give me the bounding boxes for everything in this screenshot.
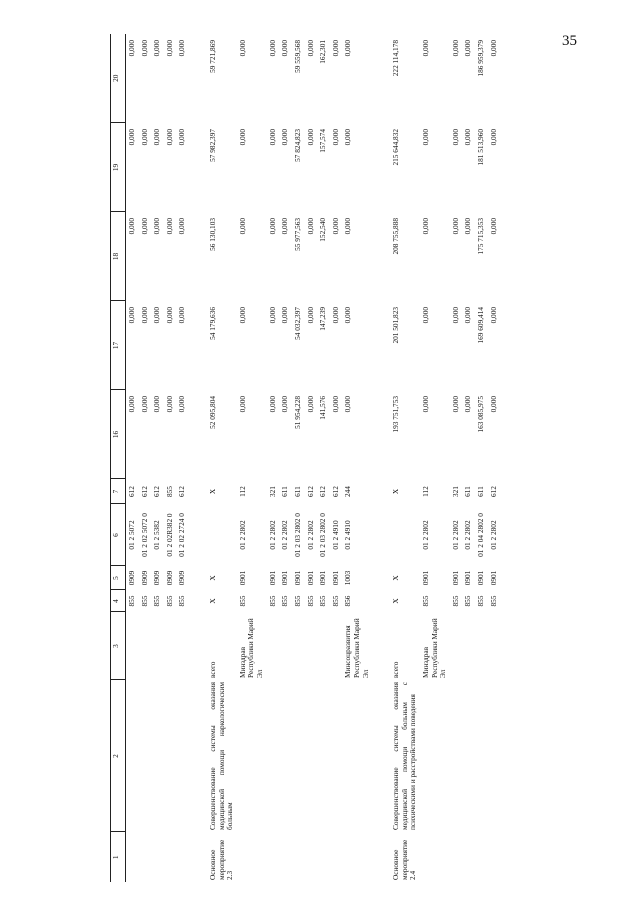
cell-col-5: Х	[208, 575, 218, 581]
cell-col-2	[450, 680, 463, 832]
cell-col-1	[139, 832, 152, 882]
cell-col-5: 0901	[318, 570, 328, 586]
cell-col-7: Х	[208, 488, 218, 495]
cell-col-4: 855	[476, 595, 486, 607]
cell-col-6: 01 2 04 2802 0	[476, 513, 486, 557]
cell-col-18: 0,000	[267, 218, 277, 235]
cell-col-16: 0,000	[139, 396, 149, 413]
cell-col-1	[151, 832, 164, 882]
table-row	[475, 34, 488, 882]
cell-col-2	[279, 680, 292, 832]
cell-col-4: 855	[280, 595, 290, 607]
cell-col-18: 0,000	[488, 218, 498, 235]
column-header-4: 4	[111, 590, 126, 612]
cell-col-7: 612	[330, 486, 340, 497]
cell-col-18: 0,000	[421, 218, 431, 235]
cell-col-6: 01 2 2802	[267, 520, 277, 550]
cell-col-18: 0,000	[280, 218, 290, 235]
cell-col-18: 152,540	[318, 218, 328, 242]
cell-col-19: 0,000	[127, 129, 136, 146]
cell-col-6: 01 2 5382	[152, 520, 162, 550]
column-header-20: 20	[111, 34, 126, 123]
cell-col-18: 0,000	[343, 218, 353, 235]
cell-col-18: 0,000	[177, 218, 187, 235]
cell-col-5: 0901	[267, 570, 277, 586]
cell-col-3: Минздрав Республики Марий Эл	[421, 618, 448, 678]
cell-col-20: 0,000	[463, 40, 473, 57]
cell-col-1	[450, 832, 463, 882]
cell-col-2	[267, 680, 280, 832]
cell-col-18: 0,000	[127, 218, 136, 235]
cell-col-7: 321	[450, 486, 460, 497]
cell-col-19: 0,000	[330, 129, 340, 146]
cell-col-2	[475, 680, 488, 832]
table-row	[189, 34, 237, 882]
cell-col-18: 55 977,563	[292, 218, 302, 251]
cell-col-18: 0,000	[164, 218, 174, 235]
cell-col-2	[462, 680, 475, 832]
cell-col-2: Совершенствование системы оказания медицинской помощи наркологическим больным	[208, 682, 235, 830]
cell-col-4: 855	[305, 595, 315, 607]
table-row	[176, 34, 189, 882]
cell-col-4: 856	[343, 595, 353, 607]
cell-col-7: 112	[237, 486, 247, 497]
cell-col-20: 186 959,379	[476, 40, 486, 77]
cell-col-5: 0901	[421, 570, 431, 586]
cell-col-6: 01 2 03 2802 0	[292, 513, 302, 557]
cell-col-6: 01 2 03 2802 0	[318, 513, 328, 557]
cell-col-20: 0,000	[305, 40, 315, 57]
cell-col-18: 0,000	[305, 218, 315, 235]
cell-col-1	[176, 832, 189, 882]
cell-col-6: 01 2 2802	[421, 520, 431, 550]
cell-col-6: 01 2 2802	[305, 520, 315, 550]
column-header-17: 17	[111, 301, 126, 390]
cell-col-3	[139, 612, 152, 680]
cell-col-19: 0,000	[343, 129, 353, 146]
cell-col-16: 0,000	[237, 396, 247, 413]
cell-col-19: 0,000	[139, 129, 149, 146]
cell-col-17: 54 179,636	[208, 307, 218, 340]
table-row	[342, 34, 372, 882]
table-row	[330, 34, 343, 882]
table-row	[139, 34, 152, 882]
cell-col-2	[330, 680, 343, 832]
cell-col-17: 0,000	[450, 307, 460, 324]
cell-col-17: 0,000	[164, 307, 174, 324]
cell-col-17: 0,000	[177, 307, 187, 324]
cell-col-3: Минсоцразвития Республики Марий Эл	[343, 618, 370, 678]
cell-col-19: 0,000	[164, 129, 174, 146]
column-header-1: 1	[111, 832, 126, 882]
cell-col-4: 855	[421, 595, 431, 607]
cell-col-3	[462, 612, 475, 680]
cell-col-16: 0,000	[450, 396, 460, 413]
table-row	[317, 34, 330, 882]
cell-col-5: 0901	[305, 570, 315, 586]
cell-col-3	[317, 612, 330, 680]
cell-col-6: 01 2 4910	[330, 520, 340, 550]
cell-col-16: 52 095,804	[208, 396, 218, 429]
cell-col-20: 0,000	[237, 40, 247, 57]
column-header-2: 2	[111, 680, 126, 832]
table-row	[151, 34, 164, 882]
cell-col-17: 169 609,414	[476, 307, 486, 344]
table-row	[450, 34, 463, 882]
cell-col-2	[342, 680, 372, 832]
table-row	[462, 34, 475, 882]
cell-col-16: 0,000	[177, 396, 187, 413]
cell-col-16: 163 085,975	[476, 396, 486, 433]
table-body	[126, 34, 501, 882]
cell-col-3	[151, 612, 164, 680]
cell-col-19: 57 824,823	[292, 129, 302, 162]
cell-col-7: 855	[164, 486, 174, 497]
cell-col-17: 201 501,823	[391, 307, 401, 344]
table-row	[292, 34, 305, 882]
cell-col-20: 59 559,568	[292, 40, 302, 73]
cell-col-18: 175 715,353	[476, 218, 486, 255]
cell-col-20: 0,000	[330, 40, 340, 57]
cell-col-16: 0,000	[280, 396, 290, 413]
cell-col-6: 01 2 2802	[237, 520, 247, 550]
budget-table	[110, 34, 500, 882]
cell-col-19: 0,000	[177, 129, 187, 146]
cell-col-19: 0,000	[237, 129, 247, 146]
cell-col-1	[317, 832, 330, 882]
cell-col-5: 0901	[330, 570, 340, 586]
column-header-5: 5	[111, 566, 126, 590]
cell-col-17: 0,000	[152, 307, 162, 324]
cell-col-16: 0,000	[267, 396, 277, 413]
cell-col-17: 0,000	[280, 307, 290, 324]
cell-col-18: 0,000	[463, 218, 473, 235]
cell-col-5: 0901	[292, 570, 302, 586]
cell-col-20: 0,000	[450, 40, 460, 57]
cell-col-5: 0909	[177, 570, 187, 586]
table-row	[126, 34, 139, 882]
cell-col-3	[164, 612, 177, 680]
cell-col-1	[126, 832, 139, 882]
cell-col-2: Совершенствование системы оказания медицинской помощи больным с психическими и расстройствами поведения	[391, 682, 418, 830]
column-header-18: 18	[111, 212, 126, 301]
cell-col-3	[126, 612, 139, 680]
cell-col-4: Х	[391, 598, 401, 604]
cell-col-20: 0,000	[152, 40, 162, 57]
cell-col-7: 612	[152, 486, 162, 497]
cell-col-5: 0901	[476, 570, 486, 586]
cell-col-1: Основное мероприятие 2.3	[208, 839, 235, 880]
cell-col-7: 611	[292, 486, 302, 497]
cell-col-16: 0,000	[305, 396, 315, 413]
cell-col-19: 0,000	[305, 129, 315, 146]
cell-col-20: 59 721,869	[208, 40, 218, 73]
cell-col-7: 321	[267, 486, 277, 497]
cell-col-4: 855	[267, 595, 277, 607]
cell-col-1	[279, 832, 292, 882]
cell-col-6	[189, 504, 237, 566]
cell-col-7: 612	[139, 486, 149, 497]
cell-col-20: 0,000	[280, 40, 290, 57]
cell-col-7: 112	[421, 486, 431, 497]
cell-col-16: 0,000	[164, 396, 174, 413]
cell-col-1	[475, 832, 488, 882]
cell-col-16: 0,000	[488, 396, 498, 413]
cell-col-7: Х	[391, 488, 401, 495]
cell-col-17: 147,239	[318, 307, 328, 331]
cell-col-3	[475, 612, 488, 680]
rotated-table-container	[110, 34, 636, 882]
cell-col-4: 855	[463, 595, 473, 607]
column-header-3: 3	[111, 612, 126, 680]
cell-col-17: 0,000	[343, 307, 353, 324]
cell-col-3: всего	[208, 661, 218, 678]
cell-col-5: 0909	[127, 570, 136, 586]
cell-col-17: 0,000	[127, 307, 136, 324]
cell-col-20: 162,301	[318, 40, 328, 64]
cell-col-2	[151, 680, 164, 832]
cell-col-3: Минздрав Республики Марий Эл	[237, 618, 265, 678]
cell-col-7: 611	[280, 486, 290, 497]
cell-col-4: 855	[318, 595, 328, 607]
column-header-6: 6	[111, 504, 126, 566]
cell-col-5: 0901	[463, 570, 473, 586]
cell-col-19: 0,000	[280, 129, 290, 146]
cell-col-7: 612	[488, 486, 498, 497]
cell-col-5: 0901	[237, 570, 247, 586]
column-header-19: 19	[111, 123, 126, 212]
cell-col-4: 855	[152, 595, 162, 607]
cell-col-18: 0,000	[152, 218, 162, 235]
cell-col-16: 141,576	[318, 396, 328, 420]
cell-col-17: 0,000	[330, 307, 340, 324]
cell-col-4: 855	[127, 595, 136, 607]
cell-col-20: 0,000	[164, 40, 174, 57]
cell-col-6: 01 2 02 2724 0	[177, 513, 187, 557]
cell-col-5: Х	[391, 575, 401, 581]
cell-col-20: 0,000	[267, 40, 277, 57]
cell-col-20: 0,000	[139, 40, 149, 57]
cell-col-16: 193 751,753	[391, 396, 401, 433]
cell-col-4: 855	[164, 595, 174, 607]
cell-col-5: 0909	[139, 570, 149, 586]
cell-col-1	[237, 832, 267, 882]
cell-col-17: 54 032,397	[292, 307, 302, 340]
cell-col-16: 0,000	[343, 396, 353, 413]
cell-col-3	[267, 612, 280, 680]
cell-col-18: 0,000	[237, 218, 247, 235]
cell-col-19: 0,000	[463, 129, 473, 146]
cell-col-4: 855	[488, 595, 498, 607]
cell-col-16: 51 954,228	[292, 396, 302, 429]
cell-col-20: 0,000	[421, 40, 431, 57]
cell-col-1	[488, 832, 501, 882]
column-header-16: 16	[111, 390, 126, 479]
cell-col-19: 181 513,960	[476, 129, 486, 166]
column-header-7: 7	[111, 479, 126, 504]
table-row	[372, 34, 420, 882]
cell-col-3	[176, 612, 189, 680]
cell-col-20: 0,000	[343, 40, 353, 57]
cell-col-5: 0901	[488, 570, 498, 586]
cell-col-6: 01 2 02 5072 0	[139, 513, 149, 557]
cell-col-5: 1003	[343, 570, 353, 586]
cell-col-4: 855	[139, 595, 149, 607]
cell-col-1	[330, 832, 343, 882]
cell-col-7: 612	[127, 486, 136, 497]
cell-col-20: 0,000	[488, 40, 498, 57]
cell-col-3	[292, 612, 305, 680]
cell-col-6: 01 2 5072	[127, 520, 136, 550]
cell-col-20: 0,000	[177, 40, 187, 57]
cell-col-19: 215 644,832	[391, 129, 401, 166]
cell-col-6: 01 2 4910	[343, 520, 353, 550]
cell-col-3	[330, 612, 343, 680]
cell-col-17: 0,000	[463, 307, 473, 324]
cell-col-16: 0,000	[463, 396, 473, 413]
cell-col-18: 0,000	[450, 218, 460, 235]
cell-col-16: 0,000	[421, 396, 431, 413]
cell-col-7: 244	[343, 486, 353, 497]
cell-col-7: 611	[463, 486, 473, 497]
cell-col-2	[488, 680, 501, 832]
cell-col-2	[420, 680, 450, 832]
cell-col-1	[164, 832, 177, 882]
table-row	[267, 34, 280, 882]
cell-col-3: всего	[391, 661, 401, 678]
cell-col-2	[305, 680, 318, 832]
cell-col-1	[342, 832, 372, 882]
cell-col-2	[237, 680, 267, 832]
cell-col-17: 0,000	[237, 307, 247, 324]
cell-col-4: 855	[237, 595, 247, 607]
cell-col-3	[305, 612, 318, 680]
cell-col-19: 0,000	[421, 129, 431, 146]
cell-col-2	[139, 680, 152, 832]
cell-col-18: 0,000	[139, 218, 149, 235]
table-header	[111, 34, 126, 882]
table-row	[488, 34, 501, 882]
cell-col-16: 0,000	[152, 396, 162, 413]
cell-col-1: Основное мероприятие 2.4	[391, 839, 418, 880]
cell-col-2	[317, 680, 330, 832]
cell-col-3	[488, 612, 501, 680]
page-number: 35	[562, 33, 577, 49]
cell-col-2	[164, 680, 177, 832]
cell-col-17: 0,000	[421, 307, 431, 324]
cell-col-6: 01 2 2802	[488, 520, 498, 550]
cell-col-19: 157,574	[318, 129, 328, 153]
cell-col-1	[305, 832, 318, 882]
cell-col-6	[372, 504, 420, 566]
cell-col-7: 611	[476, 486, 486, 497]
cell-col-4: 855	[292, 595, 302, 607]
cell-col-1	[420, 832, 450, 882]
cell-col-6: 01 2 02R382 0	[164, 513, 174, 557]
cell-col-5: 0909	[164, 570, 174, 586]
cell-col-18: 0,000	[330, 218, 340, 235]
cell-col-18: 56 130,103	[208, 218, 218, 251]
cell-col-2	[176, 680, 189, 832]
table-row	[164, 34, 177, 882]
cell-col-17: 0,000	[488, 307, 498, 324]
cell-col-19: 0,000	[152, 129, 162, 146]
cell-col-3	[279, 612, 292, 680]
cell-col-20: 0,000	[127, 40, 136, 57]
cell-col-17: 0,000	[267, 307, 277, 324]
cell-col-3	[450, 612, 463, 680]
cell-col-4: 855	[450, 595, 460, 607]
cell-col-4: Х	[208, 598, 218, 604]
table-row	[420, 34, 450, 882]
cell-col-4: 855	[330, 595, 340, 607]
table-row	[305, 34, 318, 882]
cell-col-5: 0901	[280, 570, 290, 586]
cell-col-19: 57 982,397	[208, 129, 218, 162]
cell-col-1	[267, 832, 280, 882]
cell-col-6: 01 2 2802	[280, 520, 290, 550]
table-row	[279, 34, 292, 882]
cell-col-19: 0,000	[488, 129, 498, 146]
cell-col-19: 0,000	[450, 129, 460, 146]
cell-col-7: 612	[177, 486, 187, 497]
cell-col-5: 0901	[450, 570, 460, 586]
table-row	[237, 34, 267, 882]
cell-col-1	[462, 832, 475, 882]
cell-col-4: 855	[177, 595, 187, 607]
cell-col-20: 222 114,178	[391, 40, 401, 77]
cell-col-7: 612	[318, 486, 328, 497]
cell-col-6: 01 2 2802	[450, 520, 460, 550]
cell-col-2	[292, 680, 305, 832]
cell-col-18: 208 755,888	[391, 218, 401, 255]
cell-col-17: 0,000	[139, 307, 149, 324]
cell-col-16: 0,000	[330, 396, 340, 413]
cell-col-7: 612	[305, 486, 315, 497]
cell-col-1	[292, 832, 305, 882]
cell-col-16: 0,000	[127, 396, 136, 413]
cell-col-2	[126, 680, 139, 832]
cell-col-17: 0,000	[305, 307, 315, 324]
cell-col-6: 01 2 2802	[463, 520, 473, 550]
cell-col-19: 0,000	[267, 129, 277, 146]
cell-col-5: 0909	[152, 570, 162, 586]
